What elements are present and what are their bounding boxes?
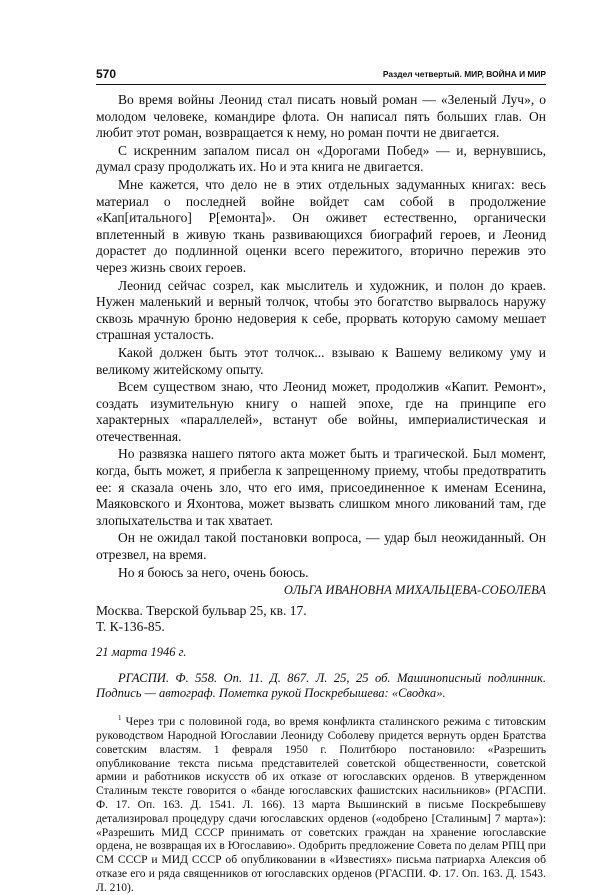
paragraph: Он не ожидал такой постановки вопроса, — удар был неожиданный. Он отрезвел, на время. (96, 530, 546, 563)
paragraph: Но я боюсь за него, очень боюсь. (118, 564, 309, 580)
sender-address (96, 603, 546, 636)
paragraph: Всем существом знаю, что Леонид может, продолжив «Капит. Ремонт», создать изумительную книгу о нашей эпохе, где на принципе его характерных «параллелей», встанут обе войны, империалистическая и отечественная. (96, 379, 546, 444)
address-line: Москва. Тверской бульвар 25, кв. 17. (96, 602, 307, 618)
paragraph: Во время войны Леонид стал писать новый роман — «Зеленый Луч», о молодом человеке, командире флота. Он написал пять больших глав. Он любит этот роман, возвращается к нему, но роман почти не двигается. (96, 92, 546, 141)
letter-body (96, 92, 546, 895)
letter-date: 21 марта 1946 г. (96, 645, 187, 659)
paragraph: Какой должен быть этот толчок... взываю к Вашему великому уму и великому житейскому опыту. (96, 344, 546, 377)
paragraph: Леонид сейчас созрел, как мыслитель и художник, и полон до краев. Нужен маленький и верный толчок, чтобы это богатство вырвалось наружу сквозь мрачную броню недоверия к себе, прорвать которую самому мешает страшная усталость. (96, 277, 546, 343)
running-head: Раздел четвертый. МИР, ВОЙНА И МИР (382, 69, 546, 79)
paragraph: Мне кажется, что дело не в этих отдельных задуманных книгах: весь материал о последней войне войдет сам собой в продолжение «Кап[итального] Р[емонта]». Он оживет естественно, органически вплетенный в живую ткань развивающихся биографий героев, и Леонид дорастет до подлинной оценки всего пережитого, вторично пережив это через жизнь своих героев. (96, 176, 546, 275)
page-header (96, 68, 546, 85)
paragraph: Но развязка нашего пятого акта может быть и трагической. Был момент, когда, быть может, я прибегла к запрещенному приему, чтобы предотвратить ее: я сказала очень зло, что его имя, присоединенное к именам Есенина, Маяковского и Яхонтова, может вызвать слишком много ликований там, где злопыхательства и так хватает. (96, 446, 546, 528)
footnote (96, 712, 546, 894)
page-number: 570 (96, 67, 117, 81)
paragraph: С искренним запалом писал он «Дорогами Побед» — и, вернувшись, думал сразу продолжать их. Но и эта книга не двигается. (96, 142, 546, 175)
archive-reference: РГАСПИ. Ф. 558. Оп. 11. Д. 867. Л. 25, 25 об. Машинописный подлинник. Подпись — автограф. Пометка рукой Поскребышева: «Сводка». (96, 670, 546, 700)
footnote-marker: 1 (118, 714, 122, 723)
footnote-text: Через три с половиной года, во время конфликта сталинского режима с титовским руководством Народной Югославии Леониду Соболеву придется вернуть орден Братства советским властям. 1 февраля 1950 г. Политбюро постановило: «Разрешить опубликование текста письма представителей советской общественности, советской армии и работников искусств об их отказе от югославских орденов. В утвержденном Сталиным тексте говорится о «банде югославских фашистских насильников» (РГАСПИ. Ф. 17. Оп. 163. Д. 1541. Л. 166). 13 марта Вышинский в письме Поскребышеву детализировал процедуру сдачи югославских орденов («одобрено [Сталиным] 7 марта»): «Разрешить МИД СССР принимать от советских граждан на хранение югославские ордена, не возвращая их в Югославию». Одобрить предложение Совета по делам РПЦ при СМ СССР и МИД СССР об опубликовании в «Известиях» письма патриарха Алексия об отказе его и ряда священников от югославских орденов (РГАСПИ. Ф. 17. Оп. 163. Д. 1543. Л. 210). (96, 715, 546, 894)
signature: ОЛЬГА ИВАНОВНА МИХАЛЬЦЕВА-СОБОЛЕВА (283, 583, 546, 598)
phone-line: Т. К-136-85. (96, 619, 165, 635)
